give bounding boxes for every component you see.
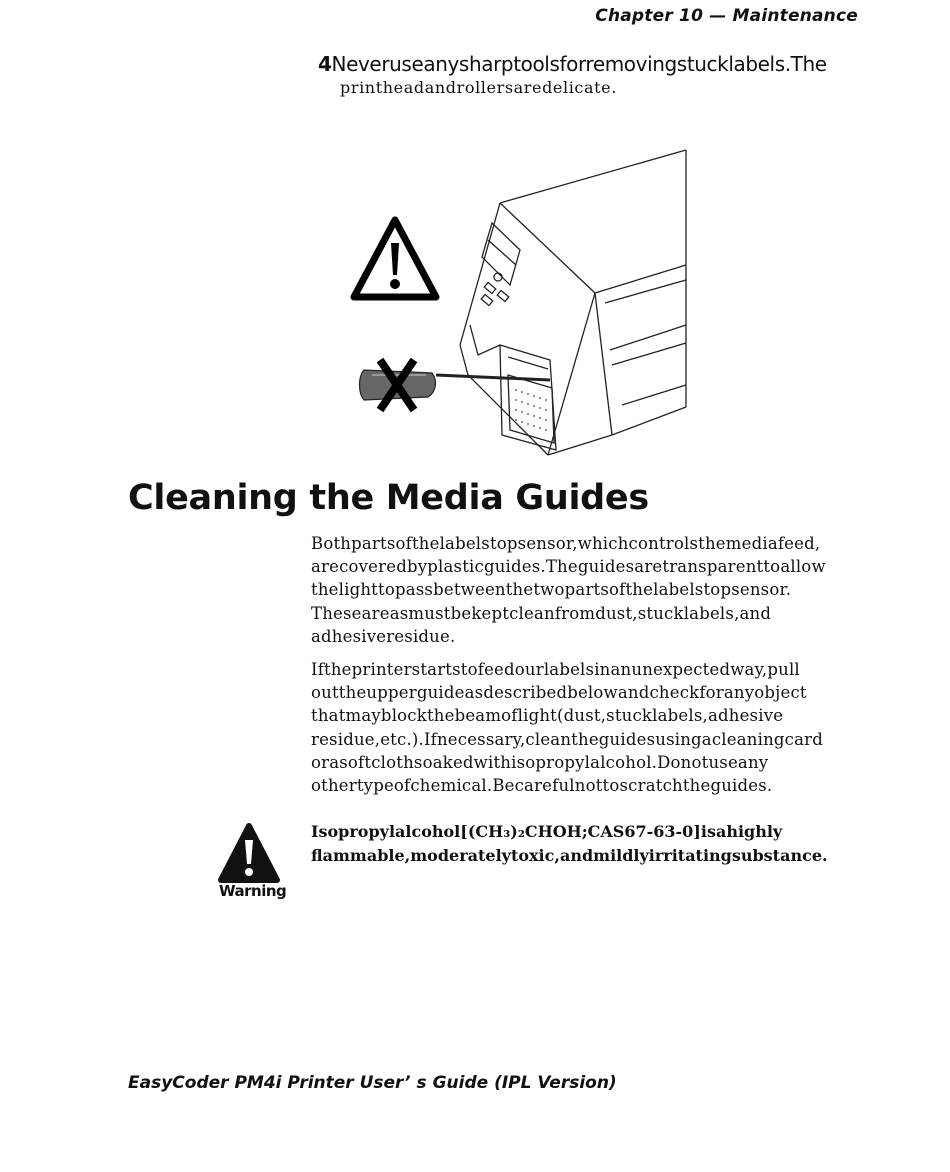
warning-line: Isopropylalcohol[(CH₃)₂CHOH;CAS67-63-0]isahighly — [311, 822, 783, 841]
paragraph-line: Bothpartsofthelabelstopsensor,whichcontrolsthemediafeed, — [311, 534, 821, 553]
paragraph-line: Theseareasmustbekeptcleanfromdust,stucklabels,and — [311, 603, 772, 623]
warning-label: Warning — [219, 882, 287, 900]
paragraph-2 — [311, 658, 911, 797]
warning-line: flammable,moderatelytoxic,andmildlyirritatingsubstance. — [311, 845, 828, 865]
paragraph-line: arecoveredbyplasticguides.Theguidesaretransparenttoallow — [311, 557, 826, 577]
printer-illustration — [350, 145, 690, 465]
paragraph-line: residue,etc.).Ifnecessary,cleantheguidesusingacleaningcard — [311, 729, 823, 749]
section-title: Cleaning the Media Guides — [128, 478, 649, 518]
paragraph-line: orasoftclothsoakedwithisopropylalcohol.Donotuseany — [311, 752, 769, 772]
paragraph-line: thelighttopassbetweenthetwopartsofthelabelstopsensor. — [311, 580, 792, 600]
step-line-1 — [318, 52, 918, 76]
warning-triangle-icon — [354, 220, 436, 297]
paragraph-line: outtheupperguideasdescribedbelowandcheckforanyobject — [311, 683, 807, 703]
printer-drawing — [350, 145, 690, 465]
paragraph-1 — [311, 532, 911, 648]
step-4 — [318, 52, 918, 97]
warning-text — [311, 820, 911, 867]
paragraph-line: adhesiveresidue. — [311, 626, 456, 646]
step-line-2: printheadandrollersaredelicate. — [340, 78, 617, 97]
warning-symbol — [217, 822, 281, 914]
step-text-1: Neveruseanysharptoolsforremovingstucklabels.The — [331, 52, 827, 76]
warning-icon — [217, 822, 287, 914]
paragraph-line: Iftheprinterstartstofeedourlabelsinanunexpectedway,pull — [311, 660, 800, 679]
step-number: 4 — [318, 52, 332, 76]
page-header: Chapter 10 — Maintenance — [595, 6, 858, 26]
paragraph-line: othertypeofchemical.Becarefulnottoscratchtheguides. — [311, 776, 773, 796]
page-footer: EasyCoder PM4i Printer User’ s Guide (IPL Version) — [128, 1073, 617, 1093]
paragraph-line: thatmayblockthebeamoflight(dust,stucklabels,adhesive — [311, 706, 784, 726]
